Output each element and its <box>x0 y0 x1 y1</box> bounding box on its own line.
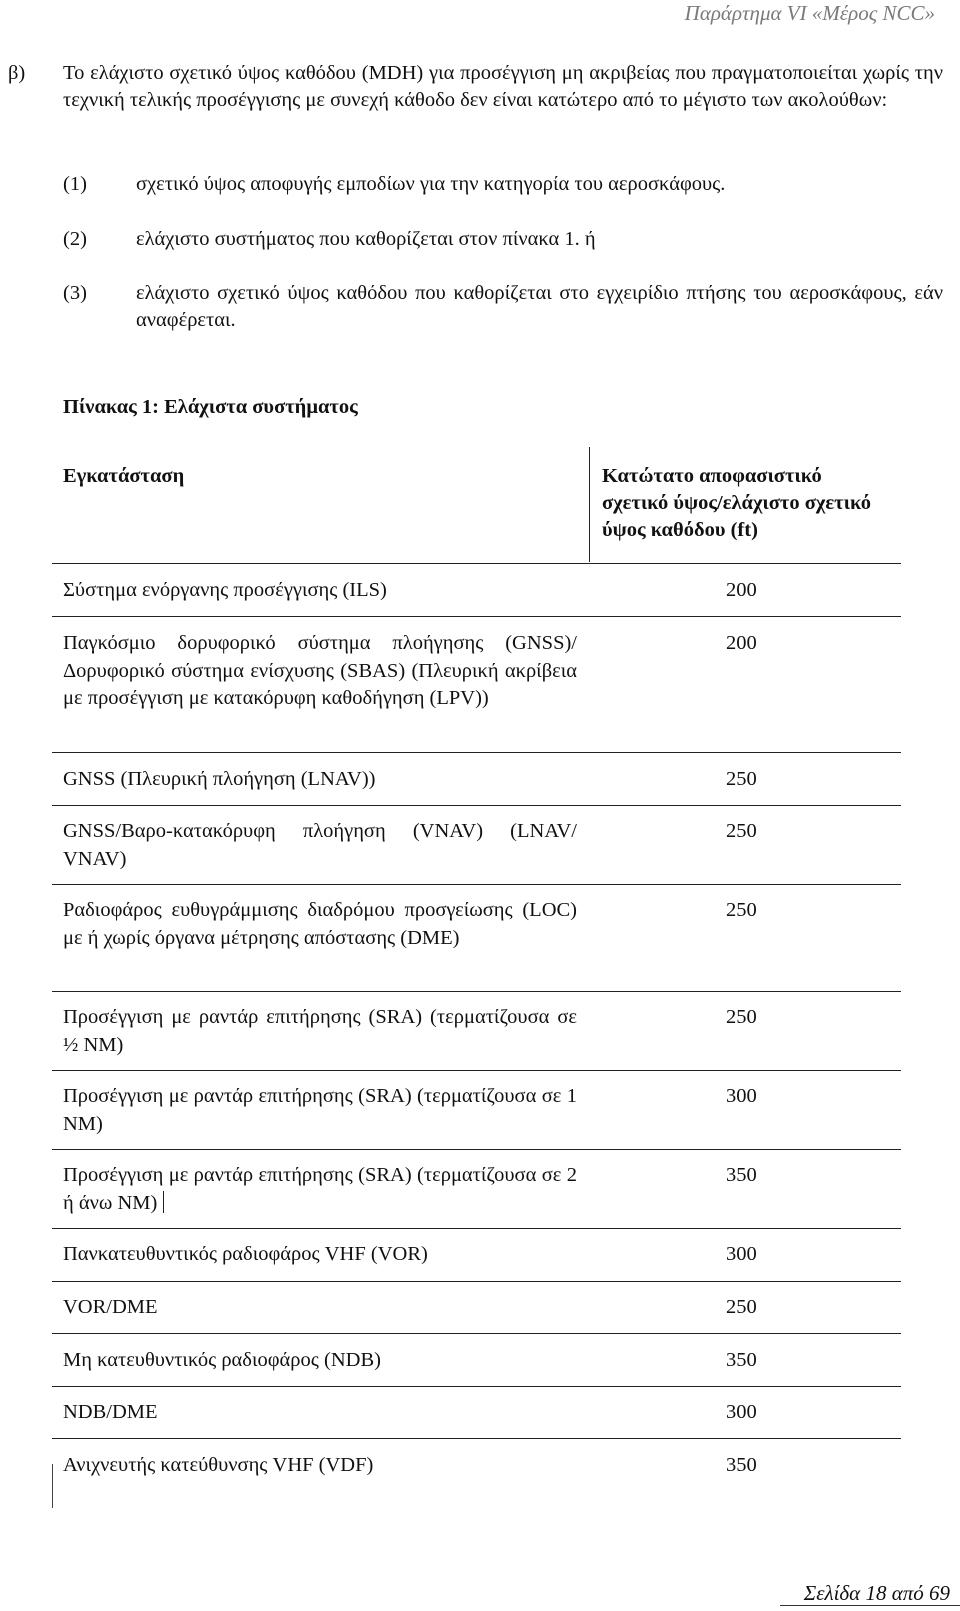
table-rule <box>52 1070 901 1071</box>
table-edge <box>52 1464 53 1508</box>
table-rule <box>52 1149 901 1150</box>
table-row <box>63 1162 903 1217</box>
row-value: 350 <box>726 1349 757 1371</box>
row-facility: GNSS (Πλευρική πλοήγηση (LNAV)) <box>63 768 376 790</box>
row-value: 300 <box>726 1085 757 1107</box>
row-facility: Παγκόσμιο δορυφορικό σύστημα πλοήγησης (GNSS)/ Δορυφορικό σύστημα ενίσχυσης (SBAS) (Πλευρική ακρίβεια με προσέγγιση με κατακόρυφη καθοδήγηση (LPV)) <box>63 632 577 709</box>
row-facility: GNSS/Βαρο-κατακόρυφη πλοήγηση (VNAV) (LNAV/ VNAV) <box>63 820 577 870</box>
table-row <box>63 897 903 952</box>
table-rule <box>52 884 901 885</box>
row-facility: Ραδιοφάρος ευθυγράμμισης διαδρόμου προσγείωσης (LOC) με ή χωρίς όργανα μέτρησης απόστασης (DME) <box>63 899 577 949</box>
row-value: 350 <box>726 1164 757 1186</box>
row-value: 250 <box>726 1006 757 1028</box>
table-row <box>63 1004 903 1059</box>
table-row <box>63 1347 903 1375</box>
table-rule <box>52 1228 901 1229</box>
table-rule <box>52 1438 901 1439</box>
table-row <box>63 1399 903 1427</box>
table-rule <box>52 1333 901 1334</box>
text-cursor <box>163 1191 164 1213</box>
row-value: 250 <box>726 820 757 842</box>
list-number: (1) <box>63 173 87 195</box>
paragraph-text: Το ελάχιστο σχετικό ύψος καθόδου (MDH) για προσέγγιση μη ακριβείας που πραγματοποιείται χωρίς την τεχνική τελικής προσέγγισης με συνεχή κάθοδο δεν είναι κατώτερο από το μέγιστο των ακολούθων: <box>63 62 943 111</box>
table-row <box>63 1241 903 1269</box>
table-title: Πίνακας 1: Ελάχιστα συστήματος <box>63 396 358 418</box>
row-facility: Προσέγγιση με ραντάρ επιτήρησης (SRA) (τερματίζουσα σε 1 NM) <box>63 1085 577 1135</box>
table-rule <box>52 563 901 564</box>
list-number: (2) <box>63 228 87 250</box>
table-row <box>63 766 903 794</box>
table-row <box>63 1452 903 1480</box>
row-value: 300 <box>726 1401 757 1423</box>
row-facility: Προσέγγιση με ραντάρ επιτήρησης (SRA) (τερματίζουσα σε ½ NM) <box>63 1006 577 1056</box>
row-value: 200 <box>726 632 757 654</box>
row-value: 250 <box>726 1296 757 1318</box>
row-facility: VOR/DME <box>63 1296 158 1318</box>
table-row <box>63 577 903 605</box>
page-header: Παράρτημα VI «Μέρος NCC» <box>684 1 935 25</box>
paragraph-marker: β) <box>8 62 26 84</box>
row-value: 350 <box>726 1454 757 1476</box>
row-facility: Μη κατευθυντικός ραδιοφάρος (NDB) <box>63 1349 381 1371</box>
row-facility-text: Προσέγγιση με ραντάρ επιτήρησης (SRA) (τερματίζουσα σε 2 ή άνω NM) <box>63 1164 577 1214</box>
list-text: ελάχιστο συστήματος που καθορίζεται στον πίνακα 1. ή <box>136 228 596 250</box>
row-facility: Ανιχνευτής κατεύθυνσης VHF (VDF) <box>63 1454 374 1476</box>
table-row <box>63 630 903 713</box>
table-row <box>63 1083 903 1138</box>
table-row <box>63 818 903 873</box>
page-number: Σελίδα 18 από 69 <box>803 1581 950 1605</box>
row-facility <box>63 1162 577 1217</box>
row-value: 250 <box>726 899 757 921</box>
column-header-minimum: Κατώτατο αποφασιστικό σχετικό ύψος/ελάχιστο σχετικό ύψος καθόδου (ft) <box>602 465 871 541</box>
header-divider <box>589 447 590 562</box>
list-item-2 <box>63 226 943 253</box>
list-item-1 <box>63 171 943 198</box>
table-rule <box>52 752 901 753</box>
row-value: 300 <box>726 1243 757 1265</box>
row-facility: Πανκατευθυντικός ραδιοφάρος VHF (VOR) <box>63 1243 428 1265</box>
table-rule <box>52 616 901 617</box>
table-rule <box>52 1281 901 1282</box>
table-rule <box>52 805 901 806</box>
row-value: 200 <box>726 579 757 601</box>
table-row <box>63 1294 903 1322</box>
list-item-3 <box>63 280 943 334</box>
list-number: (3) <box>63 282 87 304</box>
row-value: 250 <box>726 768 757 790</box>
table-rule <box>52 1386 901 1387</box>
table-rule <box>52 991 901 992</box>
list-text: σχετικό ύψος αποφυγής εμποδίων για την κατηγορία του αεροσκάφους. <box>136 173 726 195</box>
row-facility: Σύστημα ενόργανης προσέγγισης (ILS) <box>63 579 387 601</box>
column-header-facility: Εγκατάσταση <box>63 465 185 487</box>
paragraph-b <box>8 60 943 114</box>
list-text: ελάχιστο σχετικό ύψος καθόδου που καθορίζεται στο εγχειρίδιο πτήσης του αεροσκάφους, εάν αναφέρεται. <box>136 282 943 331</box>
row-facility: NDB/DME <box>63 1401 158 1423</box>
